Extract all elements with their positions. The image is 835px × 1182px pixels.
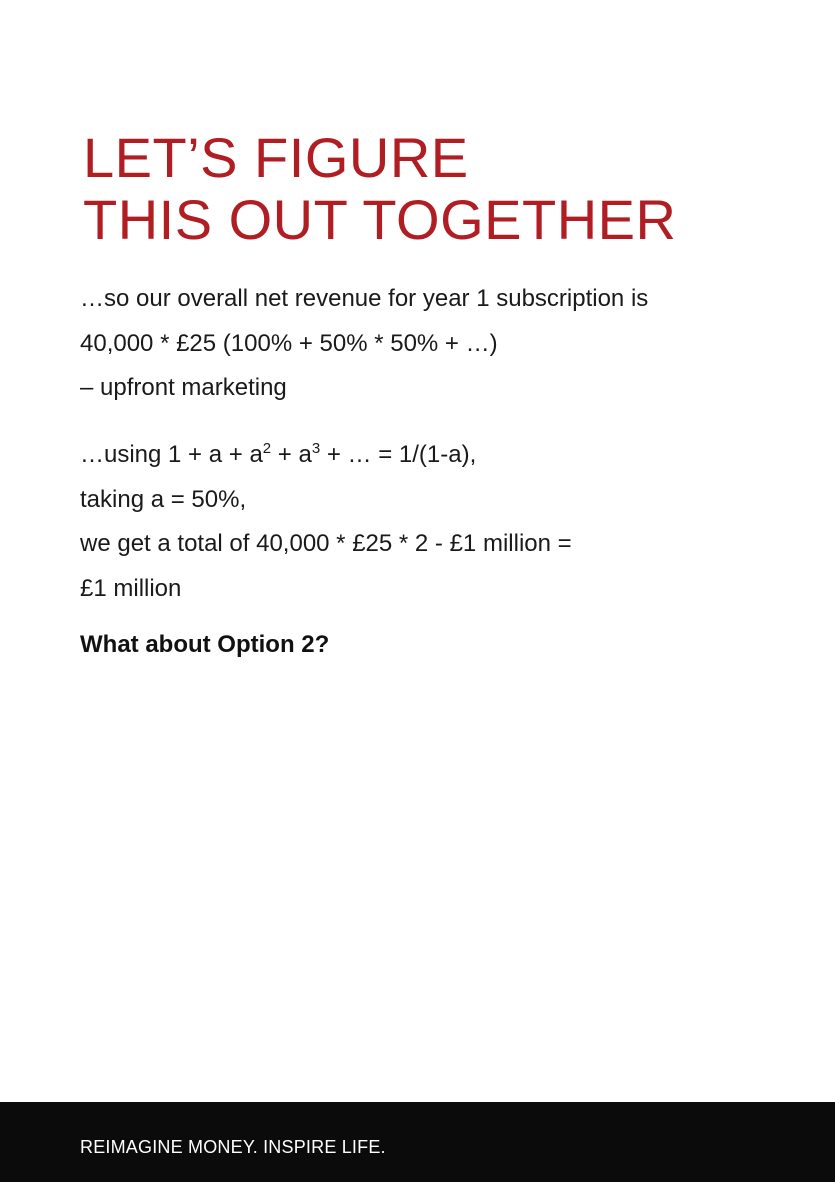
revenue-line-1: …so our overall net revenue for year 1 subscription is: [80, 285, 649, 312]
exponent-2: 2: [262, 440, 272, 457]
footer-bar: [0, 1102, 835, 1182]
revenue-line-3: – upfront marketing: [80, 374, 287, 401]
series-suffix: + … = 1/(1-a),: [320, 441, 477, 468]
exponent-3: 3: [311, 440, 321, 457]
revenue-line-2: 40,000 * £25 (100% + 50% * 50% + …): [80, 329, 498, 357]
page-title-line-1: LET’S FIGURE: [83, 126, 469, 189]
calculation-line-4: £1 million: [80, 574, 182, 602]
calculation-line-1: [80, 433, 780, 478]
calculation-line-2: taking a = 50%,: [80, 485, 247, 513]
calculation-paragraph: [80, 433, 780, 611]
page-title: [83, 127, 676, 251]
calculation-line-3: we get a total of 40,000 * £25 * 2 - £1 million =: [80, 530, 572, 557]
footer-tagline: REIMAGINE MONEY. INSPIRE LIFE.: [80, 1137, 386, 1157]
option-2-question: What about Option 2?: [80, 631, 330, 658]
series-middle: + a: [271, 441, 312, 468]
revenue-paragraph: [80, 277, 780, 411]
series-prefix: …using 1 + a + a: [80, 441, 263, 468]
page-title-line-2: THIS OUT TOGETHER: [83, 188, 677, 251]
